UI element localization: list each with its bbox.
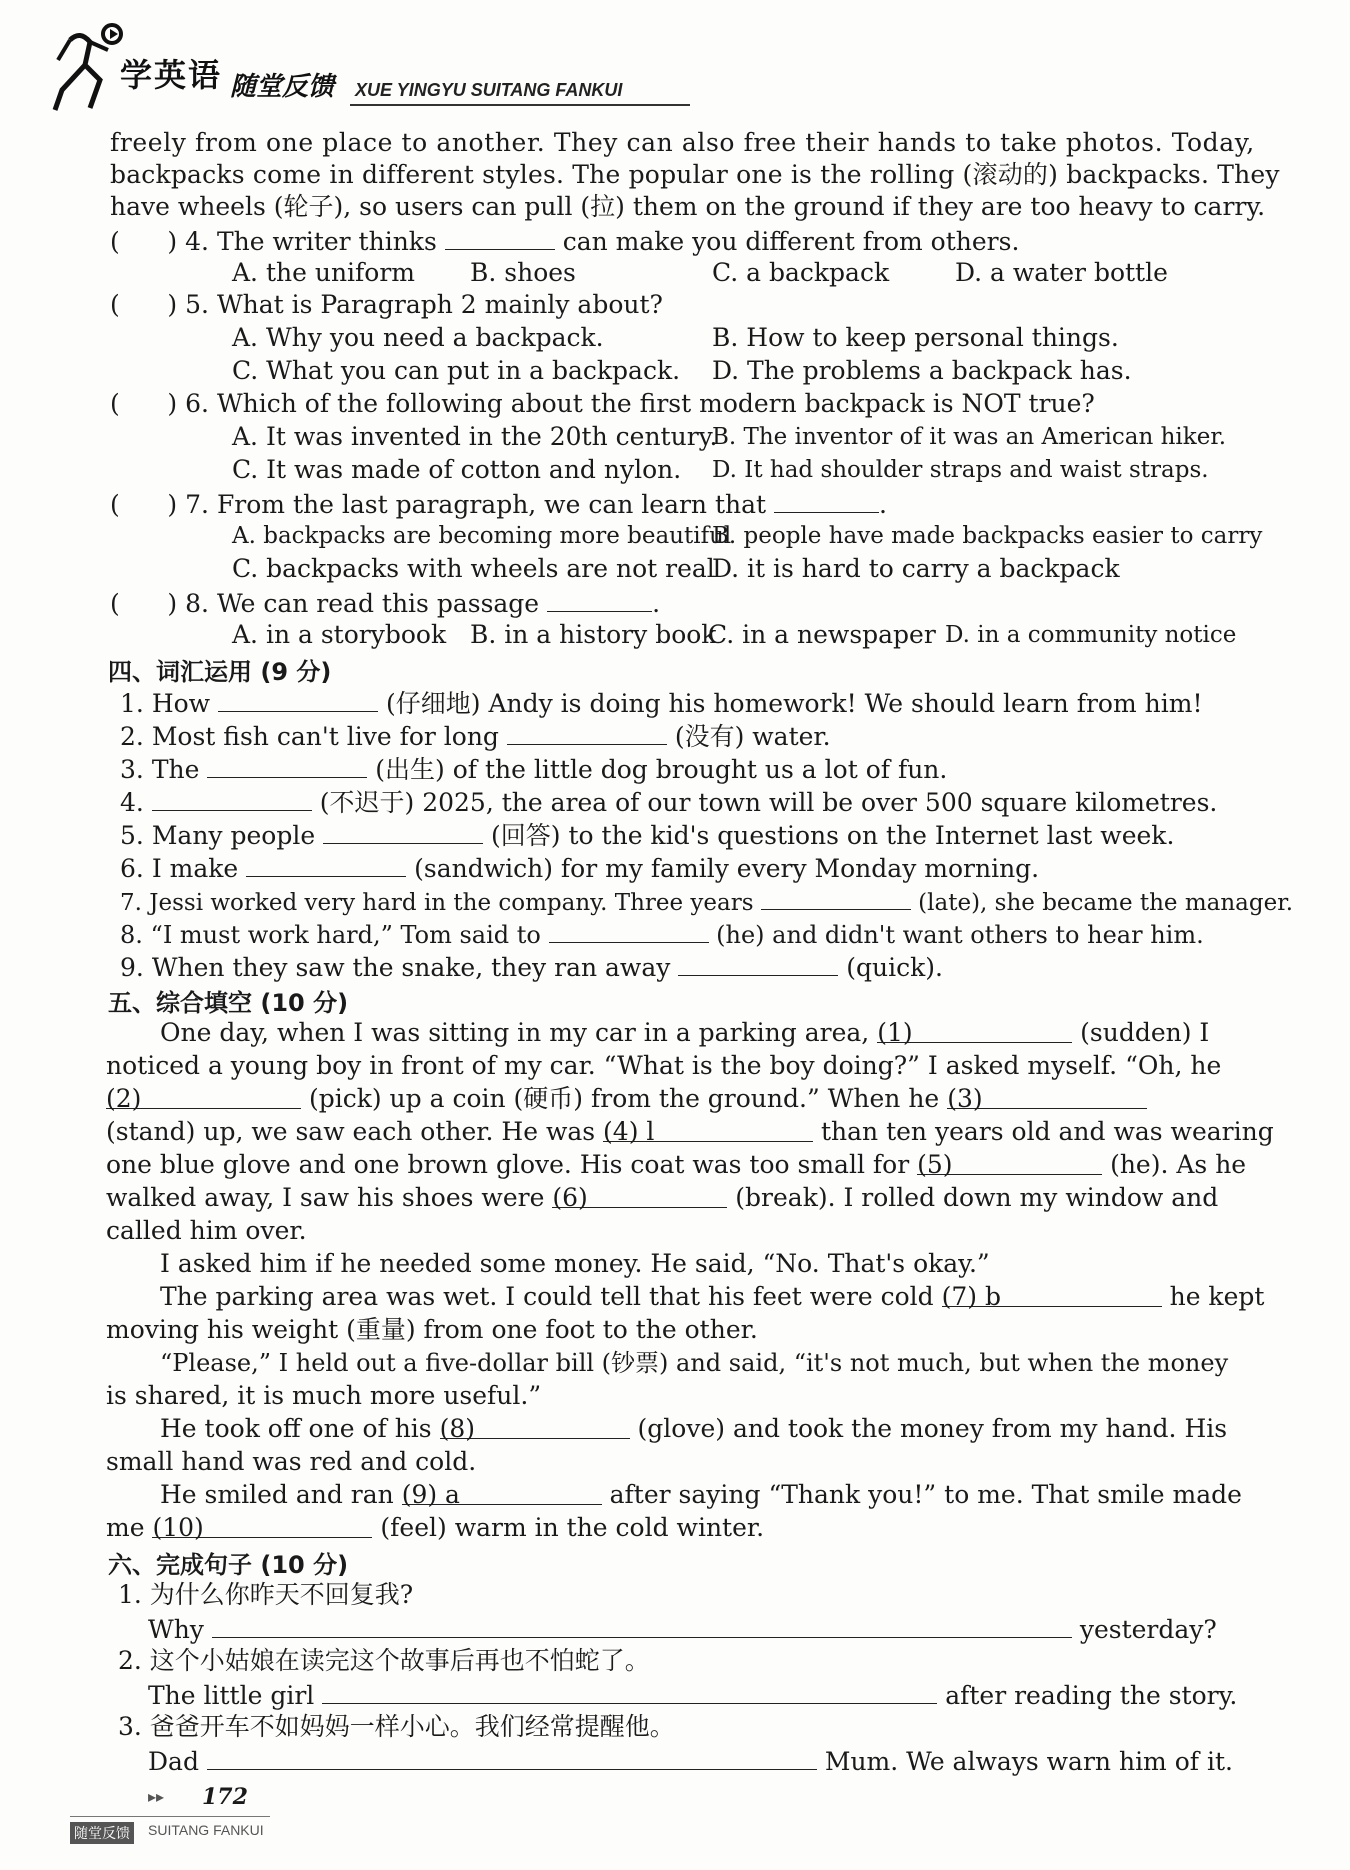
option[interactable]: A. It was invented in the 20th century.	[232, 422, 718, 451]
page-number: 172	[202, 1784, 248, 1810]
option[interactable]: B. shoes	[470, 258, 576, 287]
footer-badge: 随堂反馈	[70, 1822, 134, 1844]
section-title: 六、完成句子 (10 分)	[108, 1551, 349, 1579]
answer-line[interactable]	[207, 1745, 817, 1770]
answer-blank[interactable]	[218, 687, 378, 712]
header-subtitle: 随堂反馈	[230, 72, 335, 102]
option[interactable]: C. What you can put in a backpack.	[232, 356, 681, 385]
cloze-blank[interactable]: (8)	[440, 1414, 630, 1439]
cloze-line: me (10) (feel) warm in the cold winter.	[106, 1513, 765, 1542]
cloze-blank[interactable]: (6)	[552, 1183, 727, 1208]
answer-blank[interactable]	[207, 753, 367, 778]
cloze-blank[interactable]: (1)	[877, 1018, 1072, 1043]
option[interactable]: A. backpacks are becoming more beautiful	[232, 523, 732, 549]
vocab-item-4: 4. (不迟于) 2025, the area of our town will be over 500 square kilometres.	[120, 788, 1218, 817]
vocab-item-6: 6. I make (sandwich) for my family every Monday morning.	[120, 854, 1040, 883]
page-header	[50, 20, 650, 115]
cloze-line: noticed a young boy in front of my car. “What is the boy doing?” I asked myself. “Oh, he	[106, 1051, 1222, 1080]
option[interactable]: C. in a newspaper	[708, 620, 936, 649]
cloze-blank[interactable]: (2)	[106, 1084, 301, 1109]
vocab-item-2: 2. Most fish can't live for long (没有) water.	[120, 722, 831, 751]
vocab-item-5: 5. Many people (回答) to the kid's questions on the Internet last week.	[120, 821, 1175, 850]
vocab-item-8: 8. “I must work hard,” Tom said to (he) and didn't want others to hear him.	[120, 918, 1204, 950]
option[interactable]: B. people have made backpacks easier to carry	[712, 523, 1263, 549]
option[interactable]: C. backpacks with wheels are not real	[232, 554, 715, 583]
footer-english: SUITANG FANKUI	[148, 1822, 264, 1838]
option[interactable]: A. in a storybook	[232, 620, 447, 649]
vocab-item-9: 9. When they saw the snake, they ran away (quick).	[120, 953, 943, 982]
cloze-line: moving his weight (重量) from one foot to the other.	[106, 1315, 758, 1344]
question-6: ( ) 6. Which of the following about the first modern backpack is NOT true?	[110, 389, 1095, 418]
answer-blank[interactable]	[246, 852, 406, 877]
answer-blank[interactable]	[761, 885, 911, 910]
cloze-line: walked away, I saw his shoes were (6) (break). I rolled down my window and	[106, 1183, 1219, 1212]
section-title: 五、综合填空 (10 分)	[108, 989, 349, 1017]
vocab-item-3: 3. The (出生) of the little dog brought us a lot of fun.	[120, 755, 948, 784]
cloze-line: (stand) up, we saw each other. He was (4) l than ten years old and was wearing	[106, 1117, 1274, 1146]
passage-line: have wheels (轮子), so users can pull (拉) them on the ground if they are too heavy to carry.	[110, 192, 1266, 221]
option[interactable]: C. a backpack	[712, 258, 890, 287]
cloze-line: He smiled and ran (9) a after saying “Thank you!” to me. That smile made	[160, 1480, 1242, 1509]
vocab-item-7: 7. Jessi worked very hard in the company. Three years (late), she became the manager.	[120, 885, 1293, 918]
translation-prompt: 1. 为什么你昨天不回复我?	[118, 1580, 414, 1609]
cloze-line: “Please,” I held out a five-dollar bill (钞票) and said, “it's not much, but when the money	[160, 1349, 1229, 1377]
option[interactable]: D. It had shoulder straps and waist straps.	[712, 457, 1209, 483]
answer-blank[interactable]	[445, 225, 555, 250]
cloze-blank[interactable]: (10)	[152, 1513, 372, 1538]
double-arrow-icon: ▸▸	[148, 1787, 165, 1806]
header-underline	[350, 104, 690, 106]
option[interactable]: D. a water bottle	[955, 258, 1168, 287]
cloze-blank[interactable]: (3)	[947, 1084, 1147, 1109]
cloze-blank[interactable]: (7) b	[942, 1282, 1162, 1307]
answer-line[interactable]	[212, 1613, 1072, 1638]
option[interactable]: A. the uniform	[232, 258, 415, 287]
cloze-line: (2) (pick) up a coin (硬币) from the ground.” When he (3)	[106, 1084, 1147, 1114]
cloze-line: is shared, it is much more useful.”	[106, 1381, 542, 1410]
footer-rule	[70, 1816, 270, 1817]
cloze-line: called him over.	[106, 1216, 307, 1245]
passage-line: backpacks come in different styles. The popular one is the rolling (滚动的) backpacks. They	[110, 160, 1280, 189]
question-5: ( ) 5. What is Paragraph 2 mainly about?	[110, 290, 663, 319]
option[interactable]: C. It was made of cotton and nylon.	[232, 455, 682, 484]
translation-answer: The little girl after reading the story.	[148, 1681, 1238, 1710]
answer-blank[interactable]	[549, 918, 709, 943]
cloze-line: I asked him if he needed some money. He said, “No. That's okay.”	[160, 1249, 990, 1278]
cloze-blank[interactable]: (5)	[917, 1150, 1102, 1175]
answer-blank[interactable]	[678, 951, 838, 976]
translation-answer: Dad Mum. We always warn him of it.	[148, 1747, 1233, 1776]
question-4: ( ) 4. The writer thinks can make you different from others.	[110, 227, 1020, 256]
option[interactable]: D. in a community notice	[945, 622, 1237, 648]
answer-blank[interactable]	[152, 786, 312, 811]
answer-blank[interactable]	[507, 720, 667, 745]
question-7: ( ) 7. From the last paragraph, we can learn that .	[110, 490, 887, 519]
header-english: XUE YINGYU SUITANG FANKUI	[355, 80, 623, 100]
section-title: 四、词汇运用 (9 分)	[108, 658, 332, 686]
cloze-line: The parking area was wet. I could tell that his feet were cold (7) b he kept	[160, 1282, 1265, 1311]
cloze-line: He took off one of his (8) (glove) and took the money from my hand. His	[160, 1414, 1228, 1443]
answer-blank[interactable]	[547, 587, 652, 612]
cloze-blank[interactable]: (9) a	[402, 1480, 602, 1505]
cloze-blank[interactable]: (4) l	[603, 1117, 813, 1142]
option[interactable]: D. The problems a backpack has.	[712, 356, 1132, 385]
header-title: 学英语	[120, 56, 223, 94]
option[interactable]: B. The inventor of it was an American hiker.	[712, 424, 1227, 450]
option[interactable]: A. Why you need a backpack.	[232, 323, 604, 352]
question-8: ( ) 8. We can read this passage .	[110, 589, 661, 618]
option[interactable]: B. How to keep personal things.	[712, 323, 1119, 352]
cloze-line: one blue glove and one brown glove. His coat was too small for (5) (he). As he	[106, 1150, 1247, 1179]
option[interactable]: D. it is hard to carry a backpack	[712, 554, 1120, 583]
answer-line[interactable]	[322, 1679, 937, 1704]
option[interactable]: B. in a history book	[470, 620, 717, 649]
translation-prompt: 2. 这个小姑娘在读完这个故事后再也不怕蛇了。	[118, 1646, 650, 1675]
cloze-line: One day, when I was sitting in my car in a parking area, (1) (sudden) I	[160, 1018, 1210, 1047]
cloze-line: small hand was red and cold.	[106, 1447, 477, 1476]
answer-blank[interactable]	[774, 488, 879, 513]
answer-blank[interactable]	[323, 819, 483, 844]
translation-answer: Why yesterday?	[148, 1615, 1217, 1644]
translation-prompt: 3. 爸爸开车不如妈妈一样小心。我们经常提醒他。	[118, 1712, 675, 1741]
passage-line: freely from one place to another. They can also free their hands to take photos. Today,	[110, 128, 1255, 157]
vocab-item-1: 1. How (仔细地) Andy is doing his homework! We should learn from him!	[120, 689, 1203, 718]
